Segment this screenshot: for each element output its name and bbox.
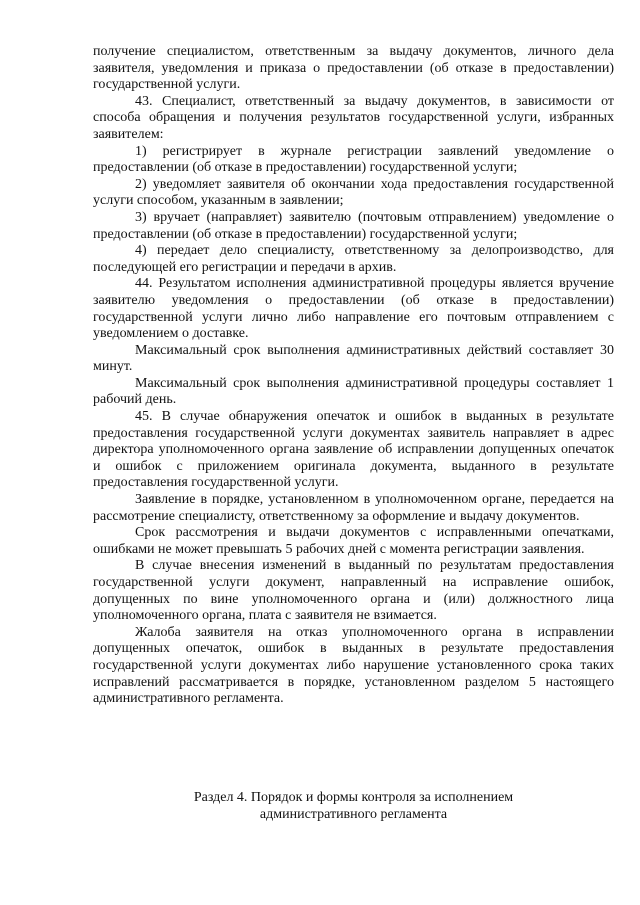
section-heading-line-2: административного регламента bbox=[259, 807, 448, 822]
list-item-3: 3) вручает (направляет) заявителю (почтовым отправлением) уведомление о предоставлении (об отказе в предоставлении) государственной услуги; bbox=[93, 209, 614, 242]
paragraph-application-review: Заявление в порядке, установленном в уполномоченном органе, передается на рассмотрение специалисту, ответственному за оформление и выдачу документов. bbox=[93, 492, 614, 524]
list-item-1: 1) регистрирует в журнале регистрации заявлений уведомление о предоставлении (об отказе в предоставлении) государственной услуги; bbox=[93, 143, 614, 176]
section-heading bbox=[93, 789, 614, 823]
paragraph-max-actions-time: Максимальный срок выполнения административных действий составляет 30 минут. bbox=[93, 342, 614, 375]
list-item-2: 2) уведомляет заявителя об окончании хода предоставления государственной услуги способом, указанным в заявлении; bbox=[93, 176, 614, 209]
list-item-4: 4) передает дело специалисту, ответственному за делопроизводство, для последующей его регистрации и передачи в архив. bbox=[93, 243, 614, 275]
paragraph-review-deadline: Срок рассмотрения и выдачи документов с исправленными опечатками, ошибками не может превышать 5 рабочих дней с момента регистрации заявления. bbox=[93, 525, 614, 557]
paragraph-continuation: получение специалистом, ответственным за выдачу документов, личного дела заявителя, уведомления и приказа о предоставлении (об отказе в предоставлении) государственной услуги. bbox=[93, 44, 614, 93]
document-body bbox=[93, 44, 614, 708]
paragraph-item-44: 44. Результатом исполнения административной процедуры является вручение заявителю уведомления о предоставлении (об отказе в предоставлении) государственной услуги лично либо направление его почтовым отправлением с уведомлением о доставке. bbox=[93, 276, 614, 342]
section-heading-line-1: Раздел 4. Порядок и формы контроля за исполнением bbox=[193, 790, 514, 805]
paragraph-complaint: Жалоба заявителя на отказ уполномоченного органа в исправлении допущенных опечаток, ошибок в выданных в результате предоставления государственной услуги документах либо нарушение установленного срока таких исправлений рассматривается в порядке, установленном разделом 5 настоящего административного регламента. bbox=[93, 624, 614, 707]
paragraph-item-43: 43. Специалист, ответственный за выдачу документов, в зависимости от способа обращения и получения результатов государственной услуги, избранных заявителем: bbox=[93, 93, 614, 142]
paragraph-no-fee: В случае внесения изменений в выданный по результатам предоставления государственной услуги документ, направленный на исправление ошибок, допущенных по вине уполномоченного органа и (или) должностного лица уполномоченного органа, плата с заявителя не взимается. bbox=[93, 558, 614, 624]
paragraph-item-45: 45. В случае обнаружения опечаток и ошибок в выданных в результате предоставления государственной услуги документах заявитель направляет в адрес директора уполномоченного органа заявление об исправлении допущенных опечаток и ошибок с приложением оригинала документа, выданного в результате предоставления государственной услуги. bbox=[93, 409, 614, 491]
paragraph-max-procedure-time: Максимальный срок выполнения административной процедуры составляет 1 рабочий день. bbox=[93, 375, 614, 408]
